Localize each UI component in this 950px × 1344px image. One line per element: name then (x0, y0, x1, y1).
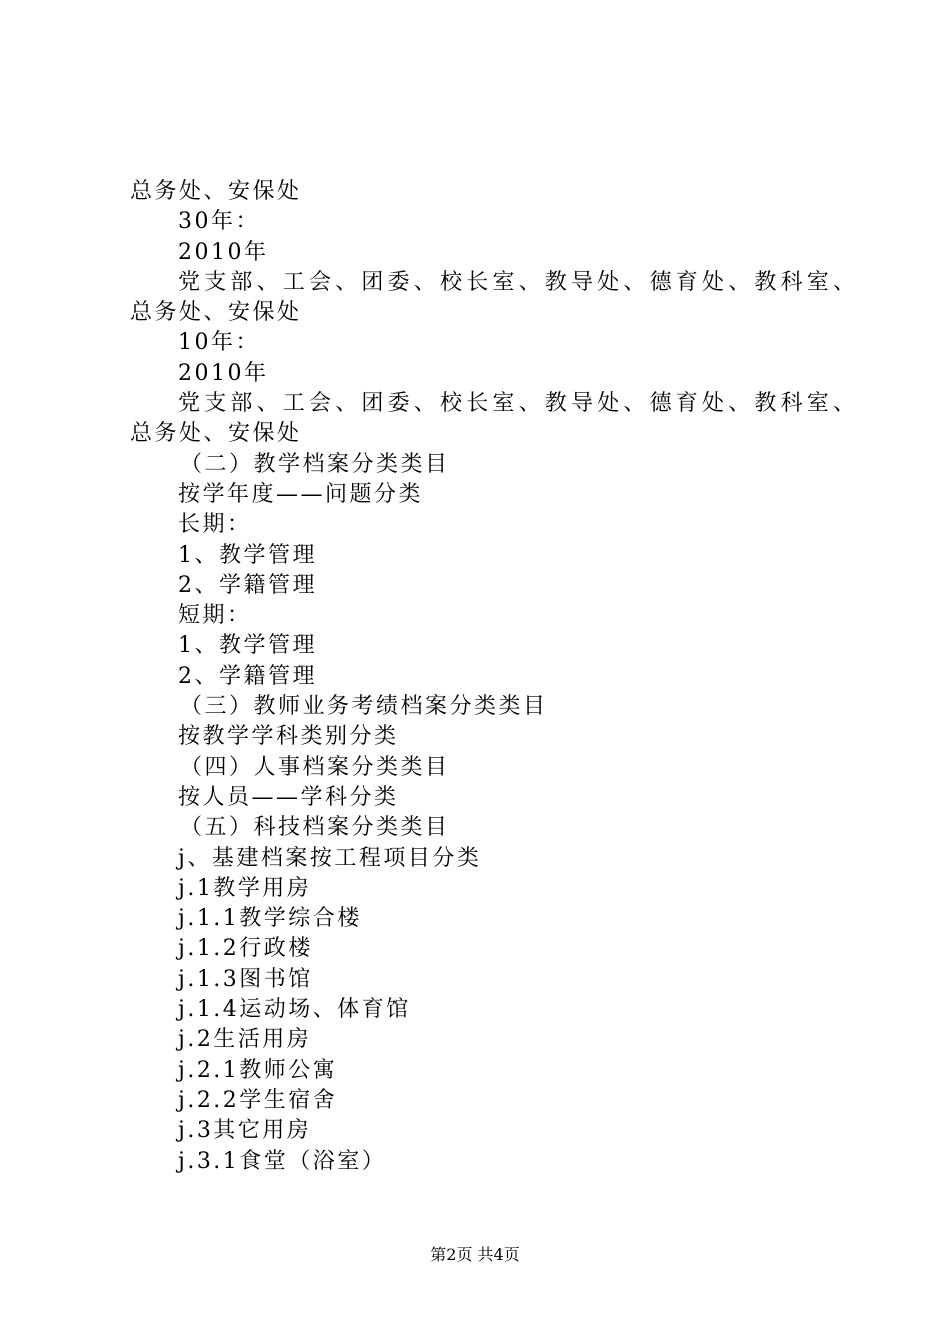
text-line-25: j.1.1教学综合楼 (178, 906, 362, 932)
text-line-4: 党支部、工会、团委、校长室、教导处、德育处、教科室、 (178, 269, 860, 295)
text-line-29: j.2生活用房 (178, 1027, 312, 1053)
text-line-3: 2010年 (178, 239, 269, 265)
text-line-12: 长期： (178, 512, 252, 538)
text-line-5: 总务处、安保处 (130, 300, 302, 326)
text-line-8: 党支部、工会、团委、校长室、教导处、德育处、教科室、 (178, 391, 860, 417)
text-line-30: j.2.1教师公寓 (178, 1057, 338, 1083)
text-line-16: 1、教学管理 (178, 633, 317, 659)
section-heading-4: （四）人事档案分类类目 (180, 754, 450, 780)
text-line-27: j.1.3图书馆 (178, 966, 313, 992)
text-line-13: 1、教学管理 (178, 542, 317, 568)
text-line-2: 30年： (178, 209, 260, 235)
document-body (130, 177, 860, 1177)
text-line-17: 2、学籍管理 (178, 663, 317, 689)
text-line-26: j.1.2行政楼 (178, 936, 313, 962)
text-line-6: 10年： (178, 330, 260, 356)
text-line-28: j.1.4运动场、体育馆 (178, 997, 411, 1023)
text-line-32: j.3其它用房 (178, 1118, 312, 1144)
text-line-23: j、基建档案按工程项目分类 (178, 845, 482, 871)
text-line-21: 按人员——学科分类 (178, 784, 399, 810)
section-heading-3: （三）教师业务考绩档案分类类目 (180, 694, 548, 720)
text-line-1: 总务处、安保处 (130, 179, 302, 204)
text-line-24: j.1教学用房 (178, 875, 312, 901)
text-line-33: j.3.1食堂（浴室） (178, 1148, 387, 1174)
text-line-19: 按教学学科类别分类 (178, 724, 399, 750)
section-heading-5: （五）科技档案分类类目 (180, 815, 450, 841)
page-footer: 第2页 共4页 (430, 1245, 520, 1264)
section-heading-2: （二）教学档案分类类目 (180, 451, 450, 477)
text-line-9: 总务处、安保处 (130, 421, 302, 447)
text-line-15: 短期： (178, 603, 252, 629)
text-line-14: 2、学籍管理 (178, 572, 317, 598)
text-line-7: 2010年 (178, 360, 269, 386)
text-line-11: 按学年度——问题分类 (178, 481, 424, 507)
text-line-31: j.2.2学生宿舍 (178, 1087, 338, 1113)
